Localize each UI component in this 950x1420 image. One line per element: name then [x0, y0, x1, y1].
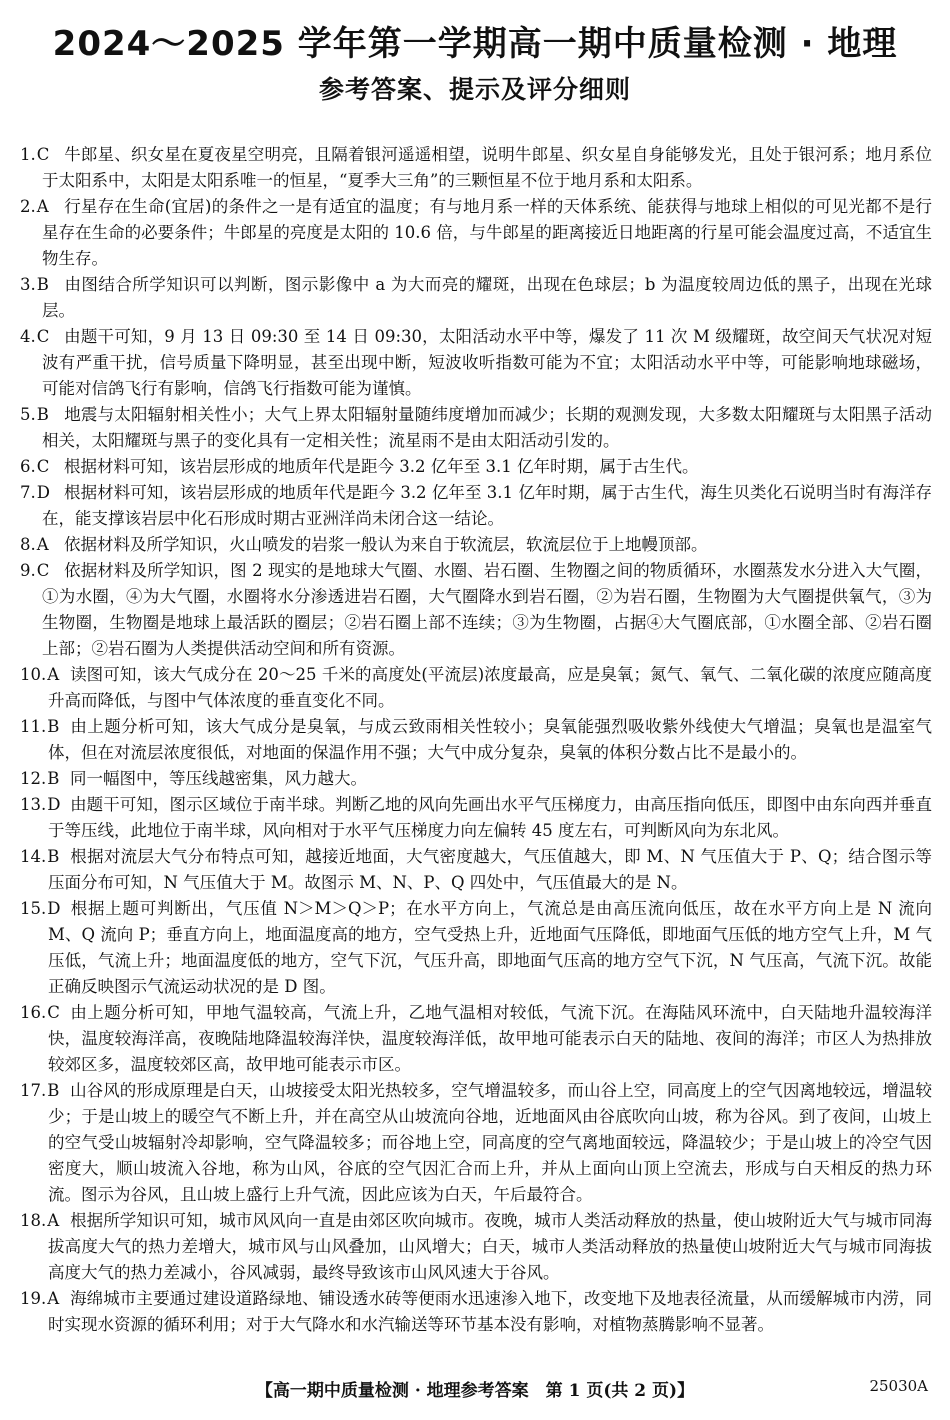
answer-explanation: 由题干可知，图示区域位于南半球。判断乙地的风向先画出水平气压梯度力，由高压指向低压，即图中由东向西并垂直于等压线，此地位于南半球，风向相对于水平气压梯度力向左偏转 45 度左右，可判断风向为东北风。 — [48, 795, 932, 840]
answer-option: D — [47, 795, 61, 814]
answer-option: A — [36, 535, 49, 554]
answer-item — [20, 480, 932, 532]
answer-item — [20, 896, 932, 1000]
question-number: 6. — [20, 457, 36, 476]
answer-explanation: 读图可知，该大气成分在 20～25 千米的高度处(平流层)浓度最高，应是臭氧；氮气、氧气、二氧化碳的浓度应随高度升高而降低，与图中气体浓度的垂直变化不同。 — [48, 665, 932, 710]
question-number: 18. — [20, 1211, 47, 1230]
answer-option: C — [36, 327, 50, 346]
answer-option: C — [36, 561, 50, 580]
answer-item — [20, 662, 932, 714]
answer-explanation: 由题干可知，9 月 13 日 09:30 至 14 日 09:30，太阳活动水平中等，爆发了 11 次 M 级耀斑，故空间天气状况对短波有严重干扰，信号质量下降明显，甚至出现中断，短波收听指数可能为不宜；太阳活动水平中等，可能影响地球磁场，可能对信鸽飞行有影响，信鸽飞行指数可能为谨慎。 — [42, 327, 932, 398]
answer-item — [20, 1078, 932, 1208]
answer-item — [20, 1286, 932, 1338]
answer-item — [20, 792, 932, 844]
question-number: 3. — [20, 275, 36, 294]
answer-explanation: 根据材料可知，该岩层形成的地质年代是距今 3.2 亿年至 3.1 亿年时期，属于古生代，海生贝类化石说明当时有海洋存在，能支撑该岩层中化石形成时期古亚洲洋尚未闭合这一结论。 — [42, 483, 932, 528]
answer-item — [20, 142, 932, 194]
question-number: 1. — [20, 145, 36, 164]
answer-option: A — [36, 197, 49, 216]
question-number: 4. — [20, 327, 36, 346]
question-number: 2. — [20, 197, 36, 216]
answer-option: C — [36, 457, 50, 476]
answer-item — [20, 402, 932, 454]
answer-option: C — [47, 1003, 60, 1022]
question-number: 13. — [20, 795, 47, 814]
question-number: 8. — [20, 535, 36, 554]
answer-explanation: 根据材料可知，该岩层形成的地质年代是距今 3.2 亿年至 3.1 亿年时期，属于古生代。 — [64, 457, 699, 476]
answer-item — [20, 454, 932, 480]
answer-explanation: 根据上题可判断出，气压值 N＞M＞Q＞P；在水平方向上，气流总是由高压流向低压，故在水平方向上是 N 流向 M、Q 流向 P；垂直方向上，地面温度高的地方，空气受热上升，近地面气压降低，即地面气压低的地方空气上升，M 气压低，气流上升；地面温度低的地方，空气下沉，气压升高，即地面气压高的地方空气下沉，N 气压高，气流下沉。故能正确反映图示气流运动状况的是 D 图。 — [48, 899, 932, 996]
answer-item — [20, 272, 932, 324]
answer-option: A — [47, 1211, 60, 1230]
answer-item — [20, 194, 932, 272]
answer-explanation: 由图结合所学知识可以判断，图示影像中 a 为大而亮的耀斑，出现在色球层；b 为温度较周边低的黑子，出现在光球层。 — [42, 275, 932, 320]
question-number: 19. — [20, 1289, 47, 1308]
answer-option: B — [36, 405, 49, 424]
question-number: 12. — [20, 769, 47, 788]
document-code: 25030A — [869, 1377, 928, 1395]
answer-explanation: 行星存在生命(宜居)的条件之一是有适宜的温度；有与地月系一样的天体系统、能获得与地球上相似的可见光都不是行星存在生命的必要条件；牛郎星的亮度是太阳的 10.6 倍，与牛郎星的距离接近日地距离的行星可能会温度过高，不适宜生物生存。 — [42, 197, 932, 268]
answer-option: B — [47, 717, 60, 736]
answer-explanation: 依据材料及所学知识，火山喷发的岩浆一般认为来自于软流层，软流层位于上地幔顶部。 — [64, 535, 708, 554]
answer-option: B — [47, 1081, 60, 1100]
question-number: 15. — [20, 899, 47, 918]
answer-option: D — [47, 899, 61, 918]
question-number: 16. — [20, 1003, 47, 1022]
answer-option: B — [36, 275, 49, 294]
answer-item — [20, 532, 932, 558]
answer-explanation: 由上题分析可知，甲地气温较高，气流上升，乙地气温相对较低，气流下沉。在海陆风环流中，白天陆地升温较海洋快，温度较海洋高，夜晚陆地降温较海洋快，温度较海洋低，故甲地可能表示白天的陆地、夜间的海洋；市区人为热排放较郊区多，温度较郊区高，故甲地可能表示市区。 — [48, 1003, 932, 1074]
page-title: 2024～2025 学年第一学期高一期中质量检测 · 地理 — [52, 24, 898, 64]
page-subtitle: 参考答案、提示及评分细则 — [318, 75, 631, 104]
answer-option: B — [47, 769, 60, 788]
answer-item — [20, 714, 932, 766]
answer-explanation: 根据对流层大气分布特点可知，越接近地面，大气密度越大，气压值越大，即 M、N 气压值大于 P、Q；结合图示等压面分布可知，N 气压值大于 M。故图示 M、N、P、Q 四处中，气压值最大的是 N。 — [48, 847, 932, 892]
answer-option: B — [47, 847, 60, 866]
answer-item — [20, 1208, 932, 1286]
answer-option: A — [47, 1289, 60, 1308]
question-number: 14. — [20, 847, 47, 866]
answer-item — [20, 558, 932, 662]
page-footer: 【高一期中质量检测 · 地理参考答案 第 1 页(共 2 页)】 — [255, 1381, 695, 1401]
answer-item — [20, 1000, 932, 1078]
answer-explanation: 海绵城市主要通过建设道路绿地、铺设透水砖等便雨水迅速渗入地下，改变地下及地表径流量，从而缓解城市内涝，同时实现水资源的循环利用；对于大气降水和水汽输送等环节基本没有影响，对植物蒸腾影响不显著。 — [48, 1289, 932, 1334]
answer-option: D — [36, 483, 50, 502]
answer-explanation: 地震与太阳辐射相关性小；大气上界太阳辐射量随纬度增加而减少；长期的观测发现，大多数太阳耀斑与太阳黑子活动相关，太阳耀斑与黑子的变化具有一定相关性；流星雨不是由太阳活动引发的。 — [42, 405, 932, 450]
answer-option: C — [36, 145, 50, 164]
answer-explanation: 山谷风的形成原理是白天，山坡接受太阳光热较多，空气增温较多，而山谷上空，同高度上的空气因离地较远，增温较少；于是山坡上的暖空气不断上升，并在高空从山坡流向谷地，近地面风由谷底吹向山坡，称为谷风。到了夜间，山坡上的空气受山坡辐射冷却影响，空气降温较多；而谷地上空，同高度的空气离地面较远，降温较少；于是山坡上的冷空气因密度大，顺山坡流入谷地，称为山风，谷底的空气因汇合而上升，并从上面向山顶上空流去，形成与白天相反的热力环流。图示为谷风，且山坡上盛行上升气流，因此应该为白天，午后最符合。 — [48, 1081, 932, 1204]
question-number: 9. — [20, 561, 36, 580]
question-number: 10. — [20, 665, 47, 684]
question-number: 17. — [20, 1081, 47, 1100]
answer-item — [20, 844, 932, 896]
answer-explanation: 牛郎星、织女星在夏夜星空明亮，且隔着银河遥遥相望，说明牛郎星、织女星自身能够发光，且处于银河系；地月系位于太阳系中，太阳是太阳系唯一的恒星，“夏季大三角”的三颗恒星不位于地月系和太阳系。 — [42, 145, 932, 190]
answer-explanation: 由上题分析可知，该大气成分是臭氧，与成云致雨相关性较小；臭氧能强烈吸收紫外线使大气增温；臭氧也是温室气体，但在对流层浓度很低，对地面的保温作用不强；大气中成分复杂，臭氧的体积分数占比不是最小的。 — [48, 717, 932, 762]
answer-explanation: 根据所学知识可知，城市风风向一直是由郊区吹向城市。夜晚，城市人类活动释放的热量，使山坡附近大气与城市同海拔高度大气的热力差增大，城市风与山风叠加，山风增大；白天，城市人类活动释放的热量使山坡附近大气与城市同海拔高度大气的热力差减小，谷风减弱，最终导致该市山风风速大于谷风。 — [48, 1211, 932, 1282]
answer-option: A — [47, 665, 60, 684]
answer-item — [20, 766, 932, 792]
answer-explanation: 同一幅图中，等压线越密集，风力越大。 — [70, 769, 367, 788]
question-number: 11. — [20, 717, 47, 736]
answer-explanation: 依据材料及所学知识，图 2 现实的是地球大气圈、水圈、岩石圈、生物圈之间的物质循环，水圈蒸发水分进入大气圈，①为水圈，④为大气圈，水圈将水分渗透进岩石圈，大气圈降水到岩石圈，②为岩石圈，生物圈为大气圈提供氧气，③为生物圈，生物圈是地球上最活跃的圈层；②岩石圈上部不连续；③为生物圈，占据④大气圈底部，①水圈全部、②岩石圈上部；②岩石圈为人类提供活动空间和所有资源。 — [42, 561, 932, 658]
answer-item — [20, 324, 932, 402]
question-number: 7. — [20, 483, 36, 502]
answer-list — [20, 142, 932, 1338]
question-number: 5. — [20, 405, 36, 424]
